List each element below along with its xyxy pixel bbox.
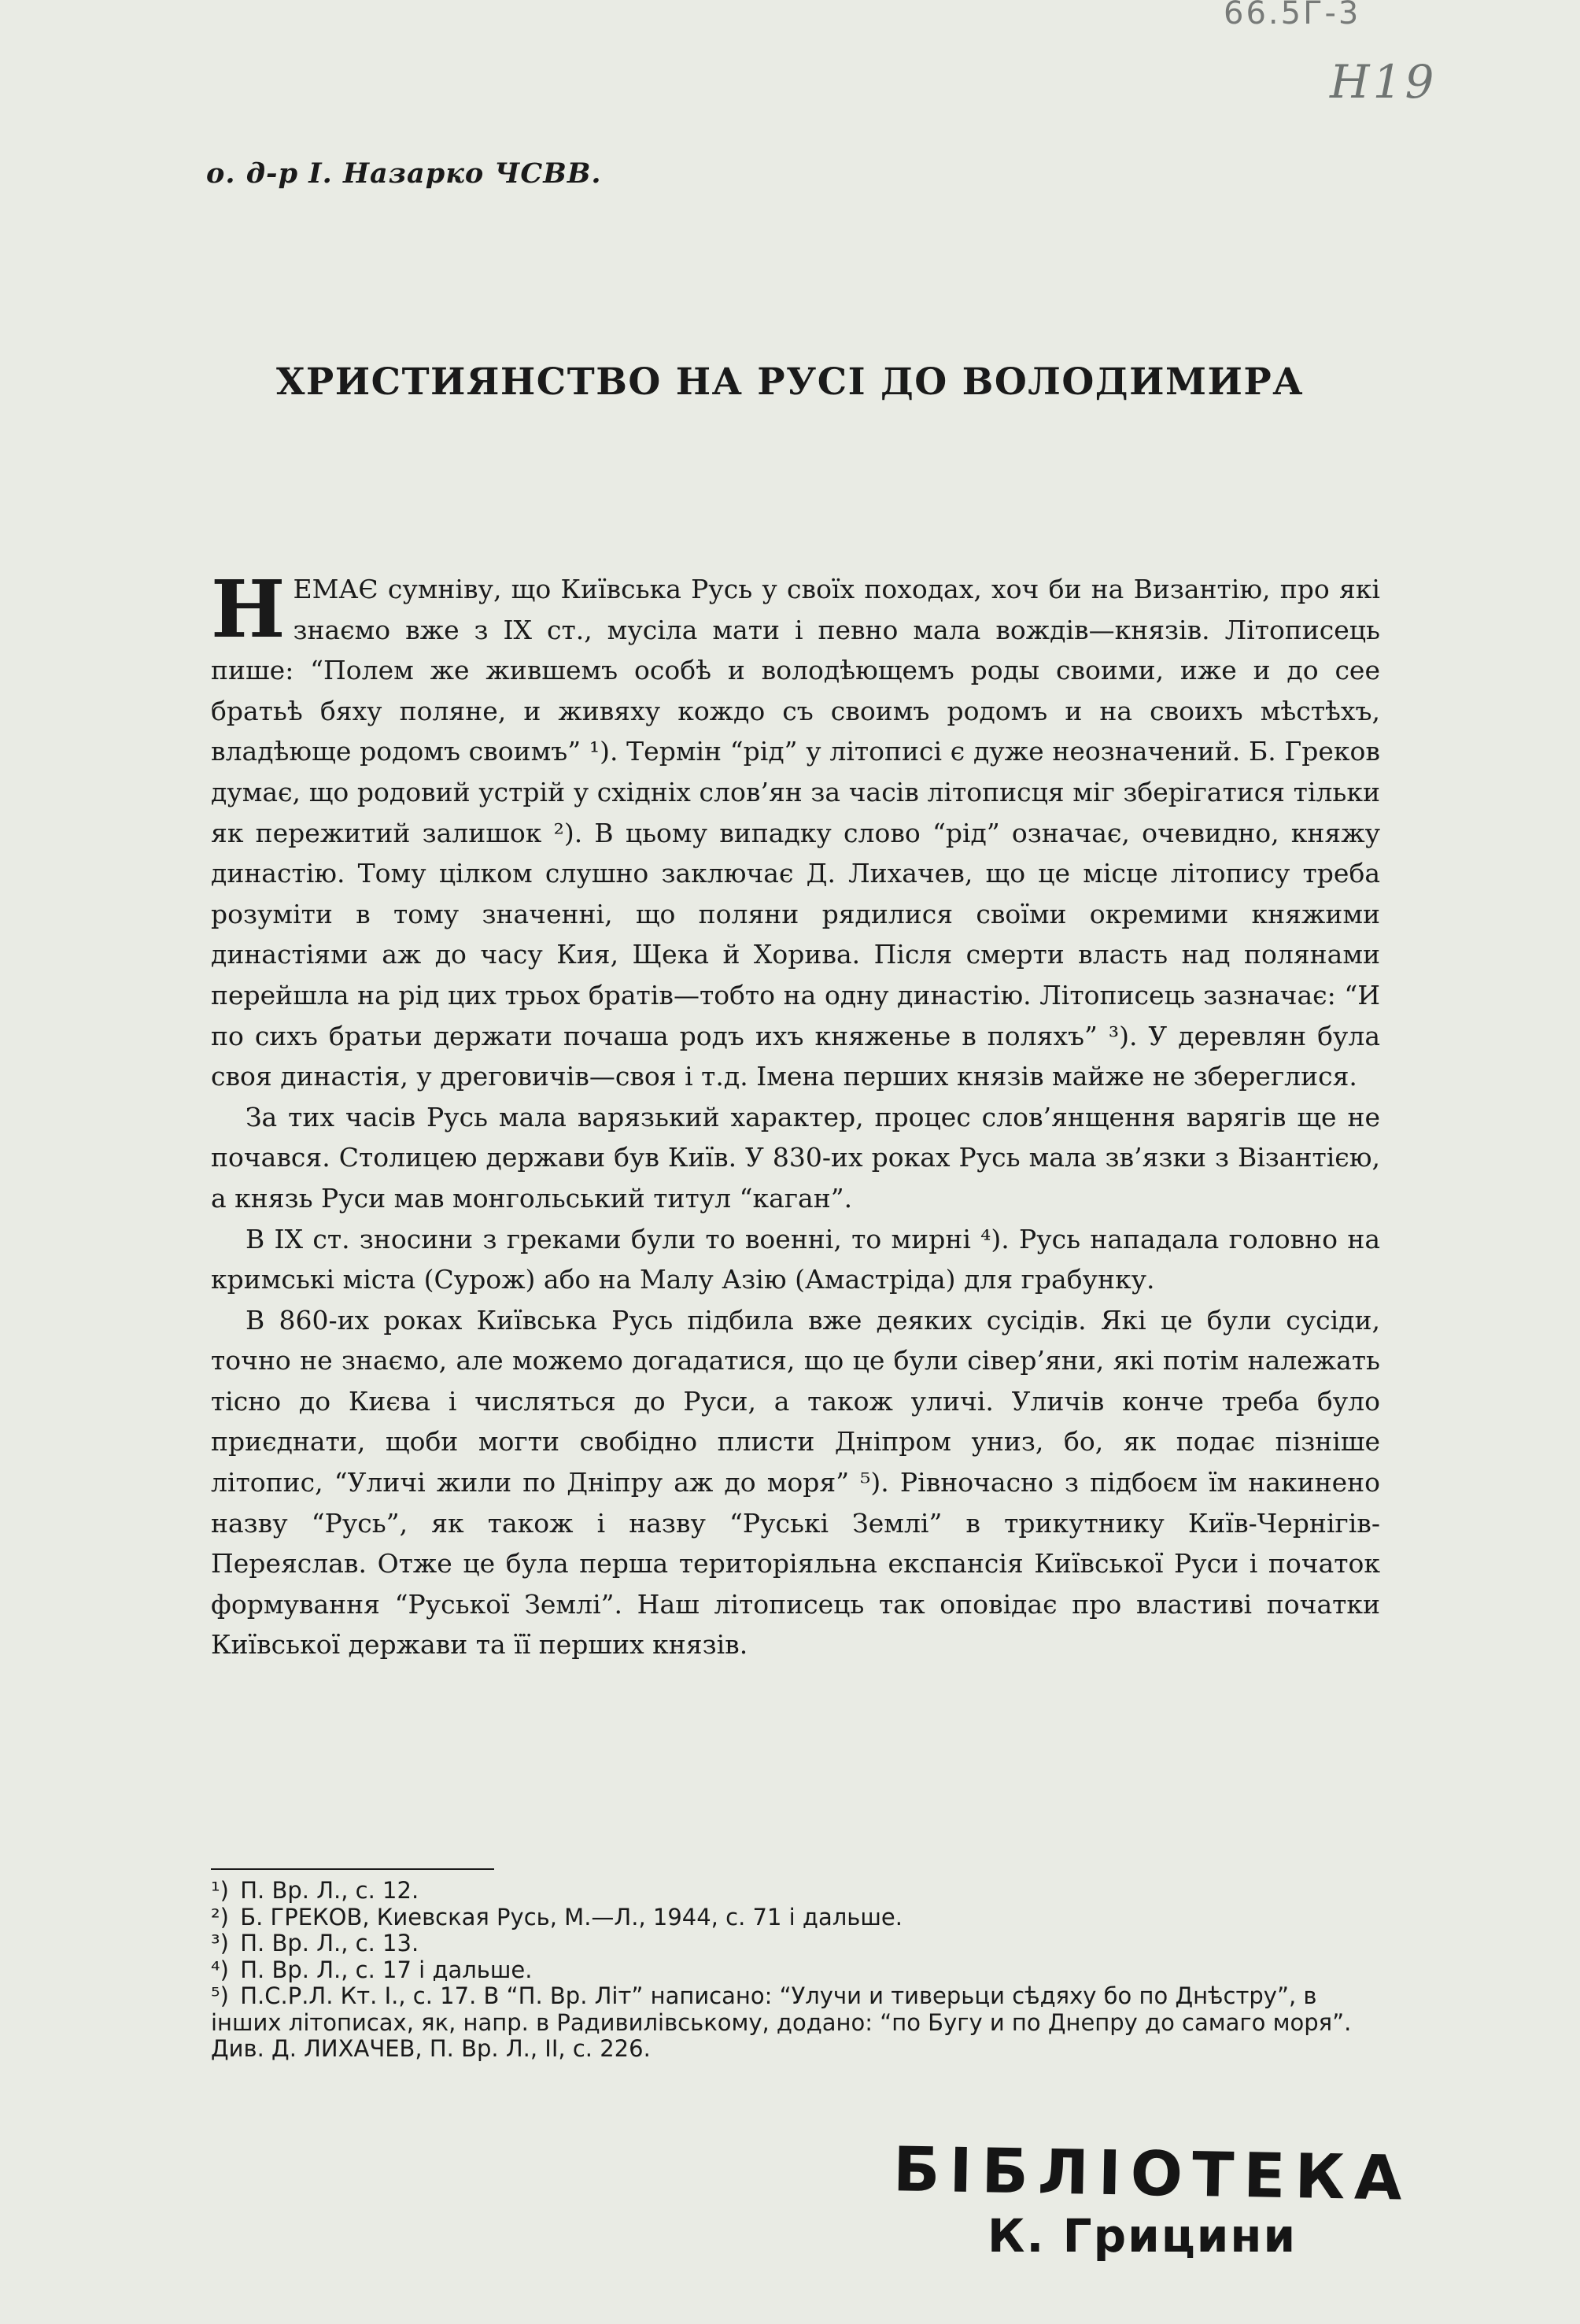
footnote-number: ⁵) [211, 1982, 229, 2009]
paragraph-4: В 860-их роках Київська Русь підбила вже деяких сусідів. Які це були сусіди, точно не знаємо, але можемо догадатися, що це були сівер’яни, які потім належать тісно до Києва і числяться до Руси, а також уличі. Уличів конче треба було приєднати, щоби могти свобідно плисти Дніпром униз, бо, як подає пізніше літопис, “Уличі жили по Дніпру аж до моря” ⁵). Рівночасно з підбоєм їм накинено назву “Русь”, як також і назву “Руські Землі” в трикутнику Київ-Чернігів-Переяслав. Отже це була перша територіяльна експансія Київської Руси і початок формування “Руської Землі”. Наш літописець так оповідає про властиві початки Київської держави та її перших князів. [211, 1304, 1380, 1661]
footnote-text: П. Вр. Л., с. 12. [240, 1877, 419, 1904]
footnote-2 [211, 1905, 1380, 1931]
footnote-5 [211, 1983, 1380, 2063]
footnote-number: ¹) [211, 1877, 229, 1904]
footnote-4 [211, 1957, 1380, 1984]
article-body [211, 563, 1380, 1665]
footnote-number: ²) [211, 1903, 229, 1931]
stamp-line-1: БІБЛІОТЕКА [892, 2134, 1412, 2215]
paragraph-2: За тих часів Русь мала варязький характер, процес слов’янщення варягів ще не почався. Столицею держави був Київ. У 830-их роках Русь мала зв’язки з Візантією, а князь Руси мав монгольський титул “каган”. [211, 1101, 1380, 1214]
paragraph-3: В IX ст. зносини з греками були то военні, то мирні ⁴). Русь нападала головно на кримські міста (Сурож) або на Малу Азію (Амастріда) для грабунку. [211, 1223, 1380, 1295]
footnote-text: П. Вр. Л., с. 17 і дальше. [240, 1956, 533, 1983]
author-line: о. д-р І. Назарко ЧСВВ. [206, 157, 602, 190]
footnote-rule [211, 1868, 494, 1870]
article-title: ХРИСТИЯНСТВО НА РУСІ ДО ВОЛОДИМИРА [275, 360, 1305, 404]
footnote-3 [211, 1931, 1380, 1957]
drop-cap: Н [211, 563, 286, 656]
handwritten-note: Н19 [1330, 55, 1438, 109]
paragraph-1 [211, 563, 1380, 1097]
footnote-number: ⁴) [211, 1956, 229, 1983]
stamp-line-2: К. Грицини [988, 2209, 1298, 2263]
footnote-text: Б. ГРЕКОВ, Киевская Русь, М.—Л., 1944, с. 71 і дальше. [240, 1903, 903, 1931]
shelfmark-handwritten: 66.5Г-3 [1224, 0, 1361, 31]
footnote-number: ³) [211, 1930, 229, 1956]
footnote-text: П. Вр. Л., с. 13. [240, 1930, 419, 1956]
library-stamp [892, 2134, 1412, 2263]
footnote-1 [211, 1878, 1380, 1905]
footnote-text: П.С.Р.Л. Кт. І., с. 17. В “П. Вр. Літ” написано: “Улучи и тиверьци сѣдяху бо по Днѣстру”, в інших літописах, як, напр. в Радивилівському, додано: “по Бугу и по Днепру до самаго моря”. Див. Д. ЛИХАЧЕВ, П. Вр. Л., ІІ, с. 226. [211, 1982, 1352, 2062]
paragraph-1-text: ЕМАЄ сумніву, що Київська Русь у своїх походах, хоч би на Византію, про які знаємо вже з IX ст., мусіла мати і певно мала вождів—князів. Літописець пише: “Полем же жившемъ особѣ и володѣющемъ роды своими, иже и до сее братьѣ бяху поляне, и живяху кождо съ своимъ родомъ и на своихъ мѣстѣхъ, владѣюще родомъ своимъ” ¹). Термін “рід” у літописі є дуже неозначений. Б. Греков думає, що родовий устрій у східніх слов’ян за часів літописця міг зберігатися тільки як пережитий залишок ²). В цьому випадку слово “рід” означає, очевидно, княжу династію. Тому цілком слушно заключає Д. Лихачев, що це місце літопису треба розуміти в тому значенні, що поляни рядилися своїми окремими княжими династіями аж до часу Кия, Щека й Хорива. Після смерти власть над полянами перейшла на рід цих трьох братів—тобто на одну династію. Літописець зазначає: “И по сихъ братьи держати почаша родъ ихъ княженье в поляхъ” ³). У деревлян була своя династія, у дреговичів—своя і т.д. Імена перших князів майже не збереглися. [211, 574, 1380, 1092]
footnotes [211, 1878, 1380, 2063]
